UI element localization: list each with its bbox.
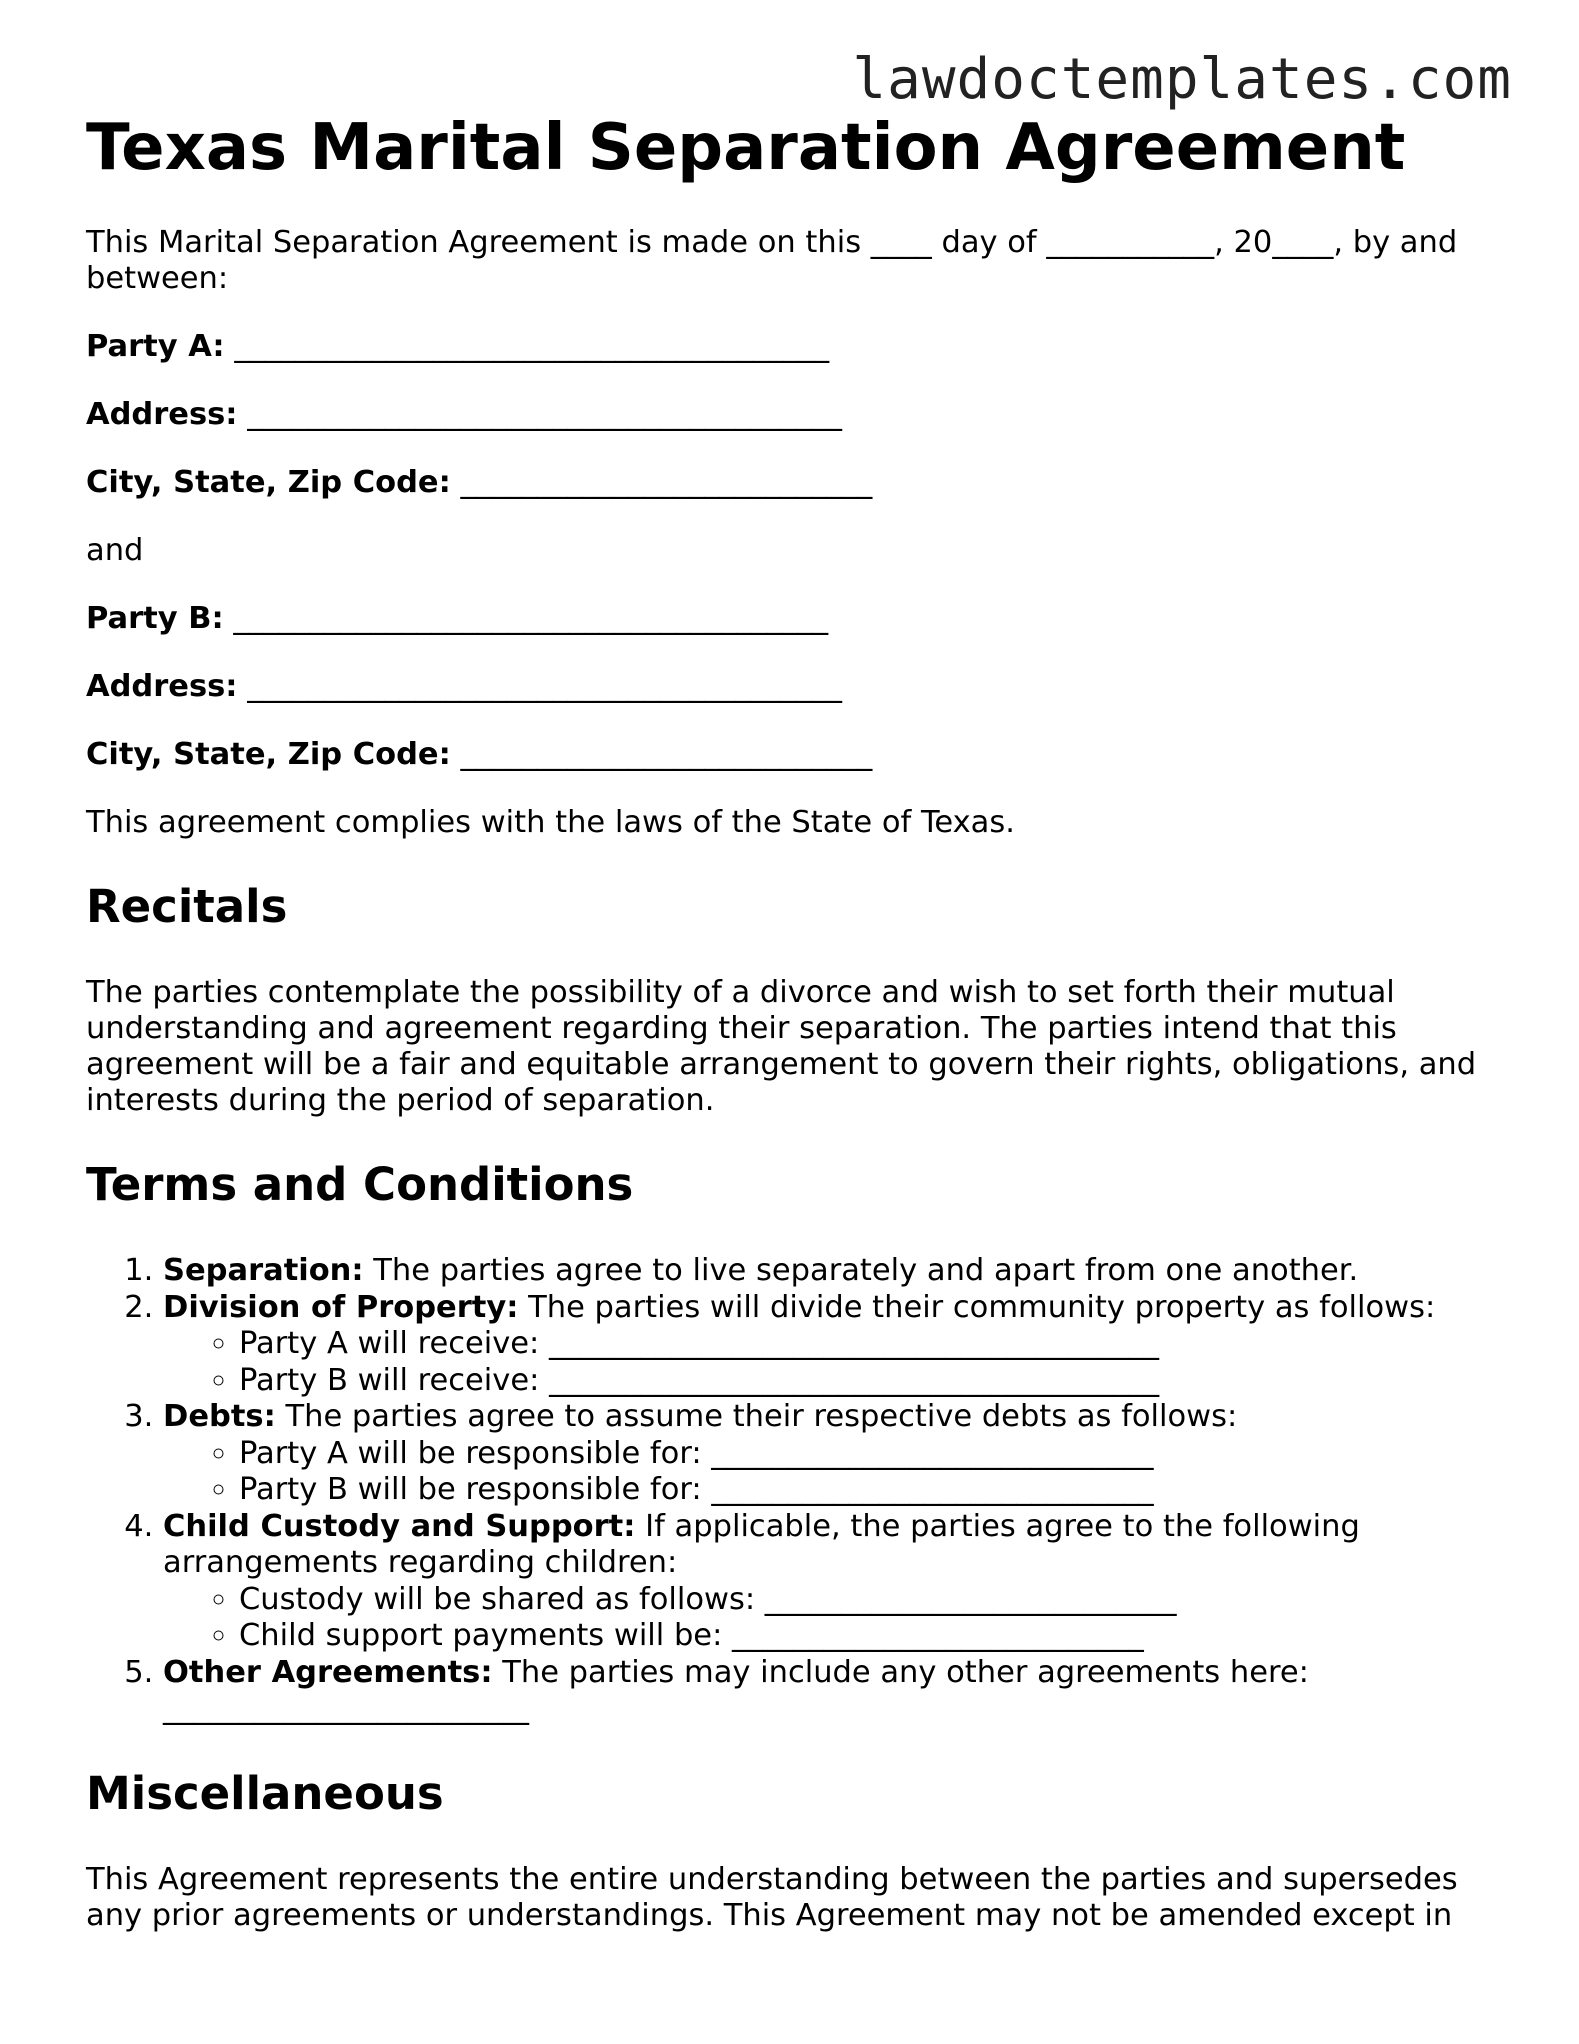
party-b-name-blank[interactable]: _______________________________________ (233, 601, 829, 636)
recitals-paragraph: The parties contemplate the possibility of a divorce and wish to set forth their mutual understanding and agreement regarding their separation. The parties intend that this agreement will be a fair and equitable arrangement to govern their rights, obligations, and interests during the period of separation. (86, 975, 1477, 1118)
term-subitem: ◦ Custody will be shared as follows: ___________________________ (239, 1582, 1506, 1619)
term-subitem: ◦ Party A will be responsible for: _____________________________ (239, 1436, 1506, 1473)
and-text: and (86, 533, 144, 568)
party-b-city-blank[interactable]: ___________________________ (460, 737, 873, 772)
term-item (163, 1253, 1506, 1290)
document-body (86, 108, 1506, 1934)
watermark: lawdoctemplates.com (852, 47, 1512, 112)
party-b-city-field (86, 737, 1506, 773)
term-sublist (163, 1326, 1506, 1399)
party-a-name-blank[interactable]: _______________________________________ (234, 329, 830, 364)
term-text: The parties agree to live separately and apart from one another. (363, 1253, 1359, 1288)
term-label: Separation: (163, 1253, 364, 1288)
party-a-address-blank[interactable]: _______________________________________ (247, 397, 842, 432)
party-b-address-field (86, 669, 1506, 705)
party-a-name-label: Party A: (86, 329, 225, 364)
party-b-address-label: Address: (86, 669, 238, 704)
party-b-address-blank[interactable]: _______________________________________ (247, 669, 842, 704)
compliance-statement: This agreement complies with the laws of the State of Texas. (86, 805, 1015, 840)
term-label: Child Custody and Support: (163, 1508, 636, 1544)
term-subitem: ◦ Party A will receive: ________________________________________ (239, 1326, 1506, 1363)
term-subitem: ◦ Party B will receive: ________________________________________ (239, 1363, 1506, 1400)
term-item (163, 1509, 1506, 1655)
term-sublist (163, 1436, 1506, 1509)
party-b-city-label: City, State, Zip Code: (86, 737, 451, 772)
terms-heading: Terms and Conditions (86, 1158, 634, 1211)
party-a-city-field (86, 465, 1506, 501)
misc-heading: Miscellaneous (86, 1766, 444, 1820)
misc-paragraph: This Agreement represents the entire understanding between the parties and supersedes any prior agreements or understandings. This Agreement may not be amended except in (86, 1861, 1458, 1933)
term-label: Debts: (163, 1399, 276, 1434)
recitals-heading: Recitals (86, 880, 288, 933)
party-b-name-label: Party B: (86, 601, 224, 636)
term-label: Division of Property: (163, 1289, 519, 1325)
term-item (163, 1290, 1506, 1400)
terms-list (86, 1253, 1506, 1728)
term-text: The parties will divide their community property as follows: (518, 1289, 1436, 1325)
term-text: The parties may include any other agreements here: ________________________ (163, 1654, 1309, 1726)
term-subitem: ◦ Child support payments will be: ___________________________ (239, 1618, 1506, 1655)
term-item (163, 1399, 1506, 1509)
party-a-city-label: City, State, Zip Code: (86, 465, 451, 500)
term-subitem: ◦ Party B will be responsible for: _____________________________ (239, 1472, 1506, 1509)
page-title: Texas Marital Separation Agreement (86, 111, 1406, 185)
party-a-address-label: Address: (86, 397, 238, 432)
term-label: Other Agreements: (163, 1654, 493, 1690)
term-text: The parties agree to assume their respective debts as follows: (275, 1399, 1238, 1434)
term-item (163, 1655, 1506, 1728)
term-text: If applicable, the parties agree to the following arrangements regarding children: (163, 1508, 1360, 1580)
term-sublist (163, 1582, 1506, 1655)
party-a-city-blank[interactable]: ___________________________ (460, 465, 873, 500)
party-a-address-field (86, 397, 1506, 433)
party-b-name-field (86, 601, 1506, 637)
party-a-name-field (86, 329, 1506, 365)
intro-paragraph: This Marital Separation Agreement is made on this ____ day of ___________, 20____, by and between: (86, 225, 1458, 296)
